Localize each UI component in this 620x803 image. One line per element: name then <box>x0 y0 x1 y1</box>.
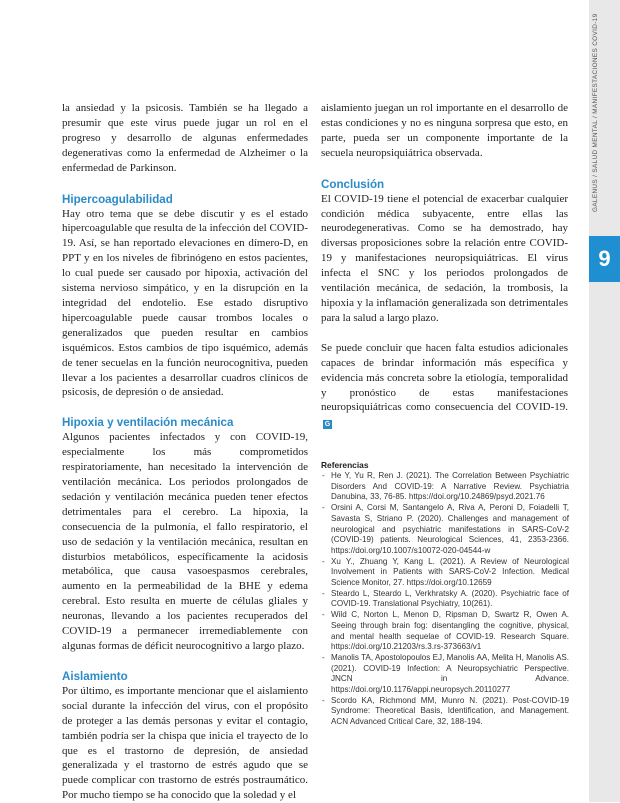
hipercoagulabilidad-paragraph: Hay otro tema que se debe discutir y es el estado hipercoagulable que resulta de la infección del COVID-19. Así, se han reportado elevaciones en dímero-D, en PPT y en los niveles de fibrinógeno en estos pacientes, lo cual puede ser causado por hipoxia, activación del sistema nervioso simpático, y en la disrupción en la integridad del endotelio. Ese estado disruptivo hipercoagulable puede causar trombos locales o generalizados que pueden resultar en cambios isquémicos. Estos cambios de tipo isquémico, además de tener secuelas en la función neurocognitiva, pueden llevar a los pacientes a desarrollar cuadros clínicos de psicosis, de depresión o de ansiedad. <box>62 207 308 399</box>
reference-item: - Orsini A, Corsi M, Santangelo A, Riva A, Peroni D, Foiadelli T, Savasta S, Striano P. (2020). Challenges and management of neurological and psychiatric manifestations in SARS-CoV-2 (COVID-19) patients. Neurological Sciences, 41, 2353-2366. https://doi.org/10.1007/s10072-020-04544-w <box>321 503 569 557</box>
heading-aislamiento: Aislamiento <box>62 669 128 683</box>
reference-item: - Scordo KA, Richmond MM, Munro N. (2021). Post-COVID-19 Syndrome: Theoretical Basis, Identification, and Management. ACN Advanced Critical Care, 32, 188-194. <box>321 696 569 728</box>
references-section <box>321 460 569 728</box>
reference-item: - Manolis TA, Apostolopoulos EJ, Manolis AA, Melita H, Manolis AS. (2021). COVID-19 Infection: A Neuropsychiatric Perspective. JNCN in Advance. https://doi.org/10.1176/appi.neuropsych.20110277 <box>321 653 569 696</box>
right-column <box>321 101 568 430</box>
page-number: 9 <box>589 236 620 282</box>
left-column <box>62 101 308 803</box>
reference-item: - He Y, Yu R, Ren J. (2021). The Correlation Between Psychiatric Disorders And COVID-19: A Narrative Review. Psychiatria Danubina, 33, 76-85. https://doi.org/10.24869/psyd.2021.76 <box>321 471 569 503</box>
conclusion-paragraph-2-text: Se puede concluir que hacen falta estudios adicionales capaces de brindar información más específica y evidencia más concreta sobre la etiología, temporalidad y pronóstico de estas manifestaciones neuropsiquiátricas como consecuencia del COVID-19. <box>321 341 568 414</box>
reference-item: - Steardo L, Steardo L, Verkhratsky A. (2020). Psychiatric face of COVID-19. Translational Psychiatry, 10(261). <box>321 589 569 610</box>
reference-item: - Xu Y., Zhuang Y, Kang L. (2021). A Review of Neurological Involvement in Patients with SARS-CoV-2 Infection. Medical Science Monitor, 27. https://doi.org/10.12659 <box>321 557 569 589</box>
heading-hipoxia: Hipoxia y ventilación mecánica <box>62 416 234 430</box>
continuation-paragraph: aislamiento juegan un rol importante en el desarrollo de estas condiciones y no es ninguna sorpresa que esto, en parte, pueda ser un componente importante de la secuela neuropsiquiátrica observada. <box>321 102 568 159</box>
running-header: GALENUS / SALUD MENTAL / MANIFESTACIONES COVID-19 <box>592 14 599 213</box>
journal-end-mark-icon: G <box>324 421 331 429</box>
journal-sidebar <box>589 0 620 802</box>
intro-paragraph: la ansiedad y la psicosis. También se ha llegado a presumir que este virus puede jugar un rol en el progreso y desarrollo de algunas enfermedades degenerativas como la enfermedad de Alzheimer o la enfermedad de Parkinson. <box>62 102 308 174</box>
reference-item: - Wild C, Norton L, Menon D, Ripsman D, Swartz R, Owen A. Seeing through brain fog: disentangling the cognitive, physical, and mental health sequelae of COVID-19. Research Square. https://doi.org/10.21203/rs.3.rs-373663/v1 <box>321 610 569 653</box>
heading-hipercoagulabilidad: Hipercoagulabilidad <box>62 192 173 206</box>
aislamiento-paragraph: Por último, es importante mencionar que el aislamiento social durante la infección del virus, con el propósito de proteger a las demás personas y evitar el contagio, también podría ser la chispa que inicia el trayecto de lo que es el trastorno de depresión, de ansiedad generalizada y el trastorno de estrés agudo que se puede complicar con trastorno de estrés postraumático. Por mucho tiempo se ha conocido que la soledad y el <box>62 684 308 802</box>
conclusion-paragraph-2 <box>321 341 568 430</box>
hipoxia-paragraph: Algunos pacientes infectados y con COVID-19, especialmente los más comprometidos respiratoriamente, han necesitado la intervención de ventilación mecánica. Los periodos prolongados de sedación y ventilación mecánica pueden tener efectos detrimentales para el cerebro. La hipoxia, la consecuencia de la pulmonía, el fallo respiratorio, el uso de sedación y la ventilación mecánica, resultan en disturbios metabólicos, específicamente la acidosis metabólica, que causa vasoespasmos cerebrales, aumento en la permeabilidad de la BHE y edema cerebral. Esto resulta en muerte de células gliales y neuronas, llevando a los pacientes recuperados del COVID-19 a permanecer irremediablemente con algunas formas de déficit neurocognitivo a largo plazo. <box>62 431 308 652</box>
conclusion-paragraph-1: El COVID-19 tiene el potencial de exacerbar cualquier condición médica subyacente, entre ellas las neurodegenerativas. Como se ha demostrado, hay diversas proposiciones sobre la relación entre COVID-19 y manifestaciones neuropsiquiátricas. El virus infecta el SNC y los periodos prolongados de ventilación mecánica, de sedación, la trombosis, la hipoxia y la inflamación generalizada son detrimentales para la salud a largo plazo. <box>321 192 568 324</box>
heading-conclusion: Conclusión <box>321 177 385 191</box>
references-title: Referencias <box>321 460 369 470</box>
